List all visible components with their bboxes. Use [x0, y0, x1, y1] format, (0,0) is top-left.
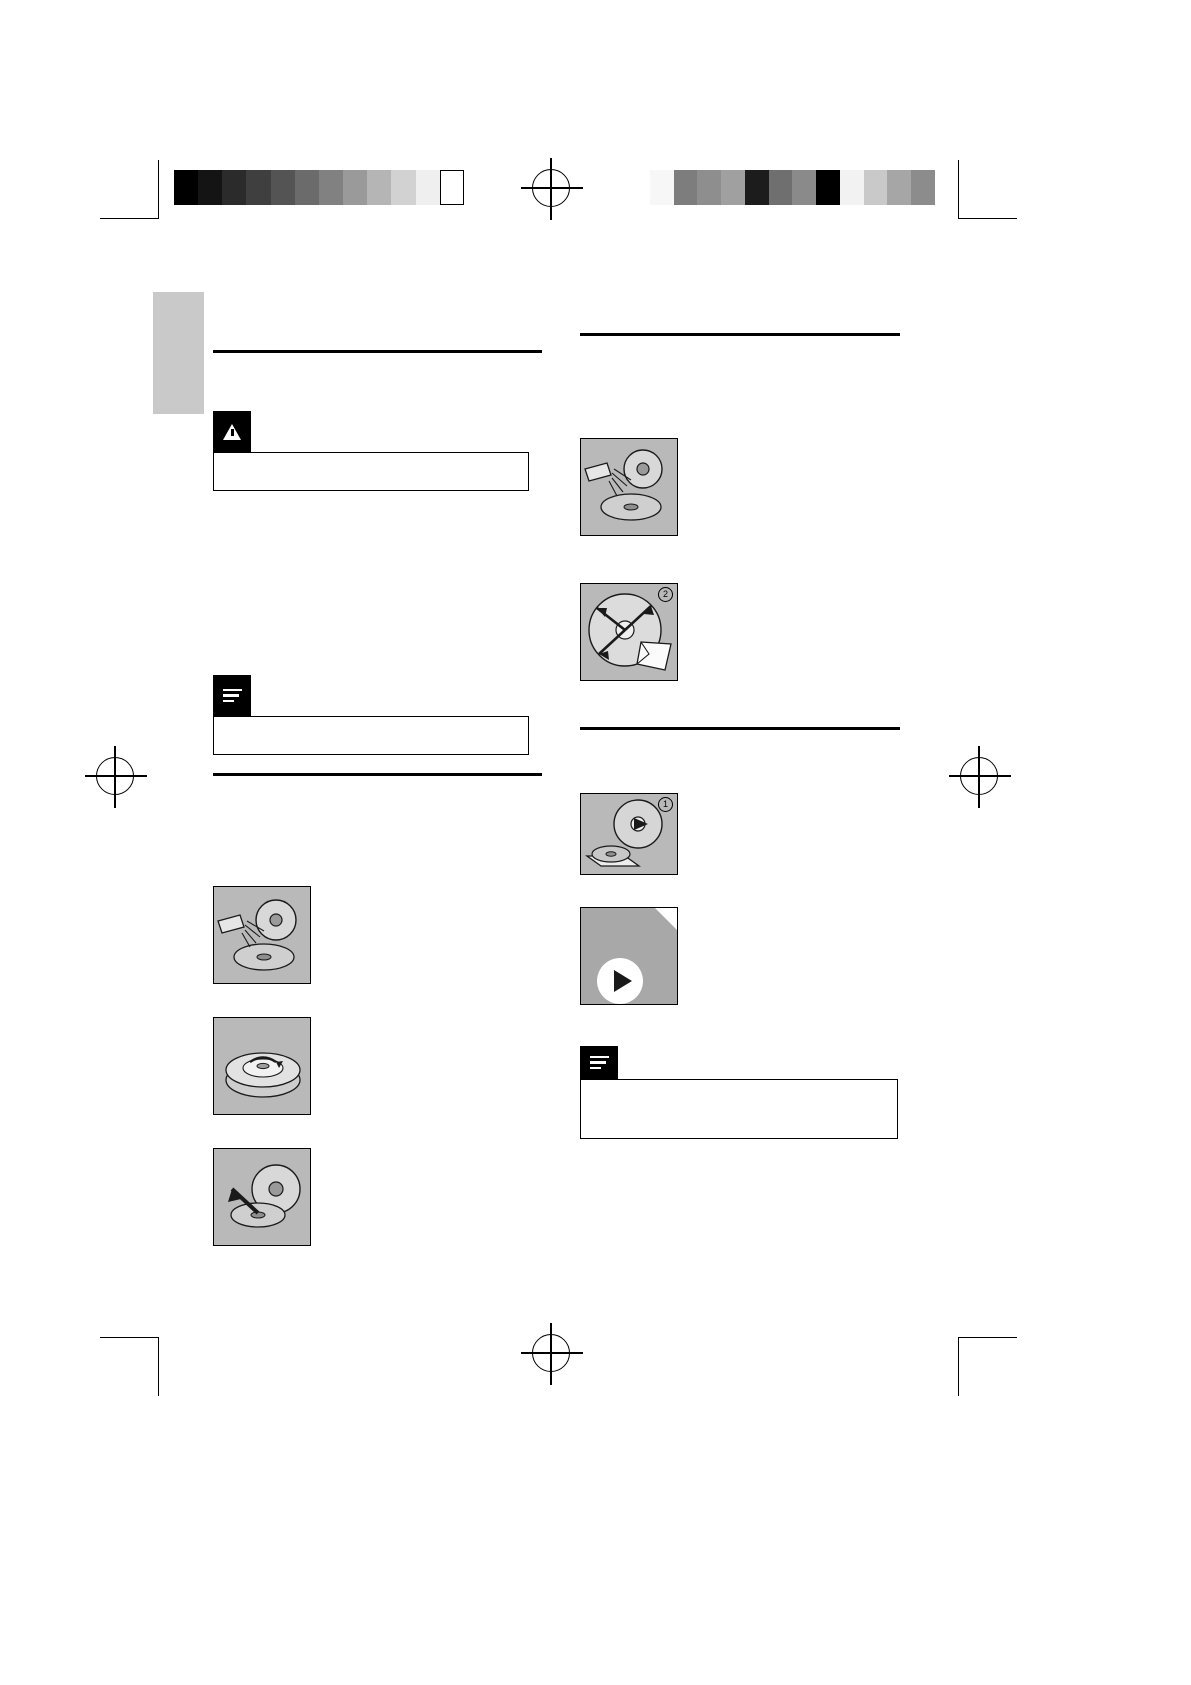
section-rule-left-1	[213, 350, 542, 353]
section-rule-left-2	[213, 773, 542, 776]
figure-press-play-button	[580, 907, 678, 1005]
registration-mark-bottom	[532, 1334, 570, 1372]
figure-corner-fold	[655, 908, 677, 930]
note-lines-icon	[590, 1056, 609, 1069]
gray-scale-bar-left	[174, 170, 464, 205]
registration-mark-right	[960, 757, 998, 795]
figure-number-badge: 1	[658, 797, 673, 812]
crop-mark-bottom-right	[958, 1337, 1017, 1396]
gray-scale-bar-right	[650, 170, 935, 205]
figure-spray-cleaner-on-disc-left	[213, 886, 311, 984]
note-tab-left	[213, 675, 251, 716]
note-box-right	[580, 1079, 898, 1139]
play-button-icon	[597, 958, 643, 1004]
figure-insert-disc-into-tray	[580, 793, 678, 875]
warning-triangle-icon	[223, 424, 241, 440]
note-lines-icon	[223, 689, 242, 702]
warning-box	[213, 452, 529, 491]
note-tab-right	[580, 1046, 618, 1079]
registration-mark-left	[96, 757, 134, 795]
note-box-left	[213, 716, 529, 755]
section-rule-right-2	[580, 727, 900, 730]
crop-mark-bottom-left	[100, 1337, 159, 1396]
figure-spray-cleaner-on-disc-right	[580, 438, 678, 536]
figure-wipe-disc-with-cloth	[213, 1148, 311, 1246]
warning-tab	[213, 411, 251, 452]
registration-mark-top	[532, 169, 570, 207]
chapter-tab-marker	[153, 292, 204, 414]
crop-mark-top-right	[958, 160, 1017, 219]
figure-number-badge: 2	[658, 587, 673, 602]
section-rule-right-1	[580, 333, 900, 336]
figure-wipe-disc-from-center-outward	[580, 583, 678, 681]
figure-disc-on-turntable	[213, 1017, 311, 1115]
crop-mark-top-left	[100, 160, 159, 219]
